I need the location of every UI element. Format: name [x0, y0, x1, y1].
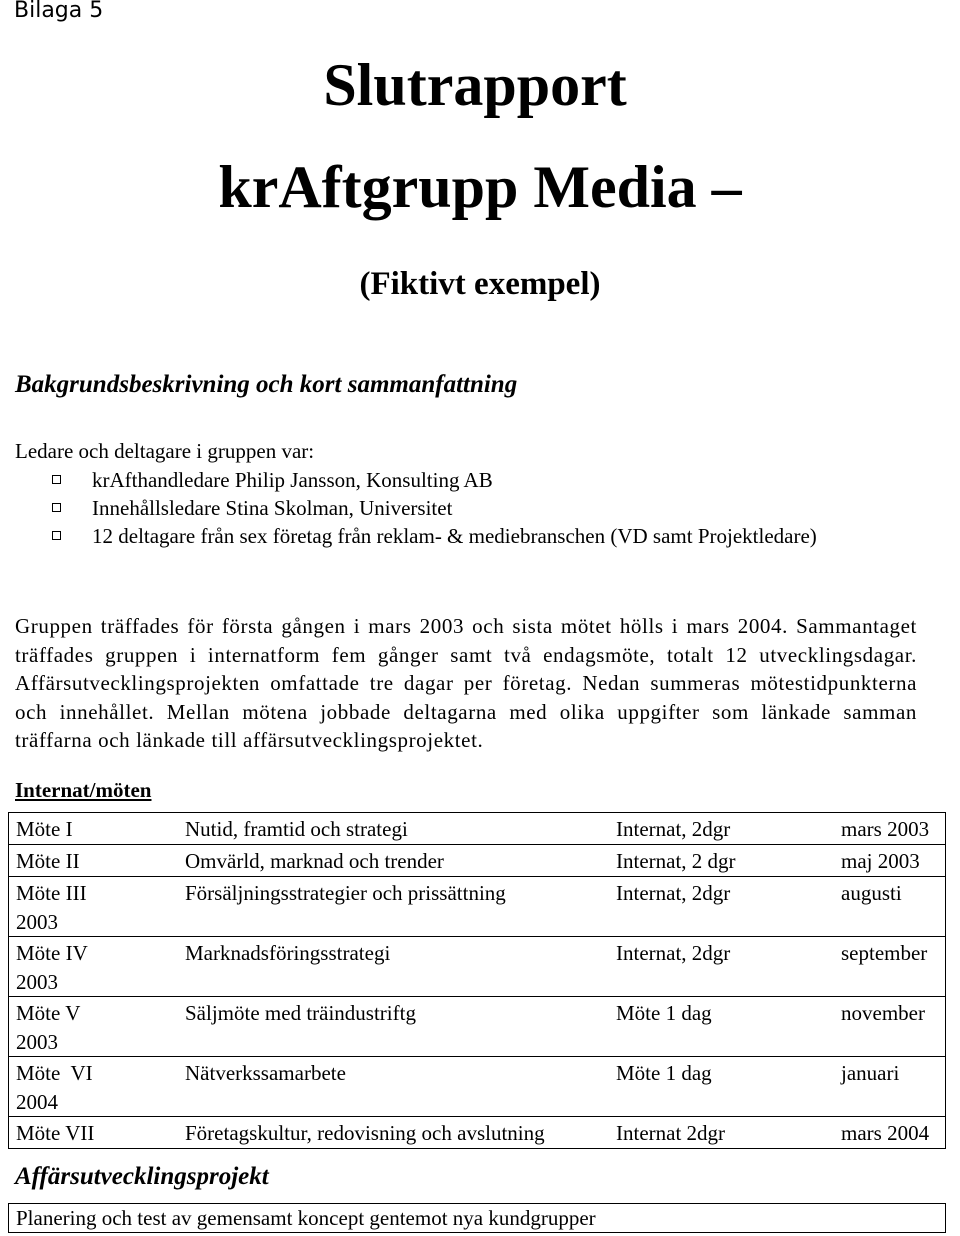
- meeting-topic: Företagskultur, redovisning och avslutning: [185, 1121, 545, 1145]
- meeting-name: Möte VII: [16, 1121, 95, 1145]
- meeting-year: 2003: [16, 1030, 58, 1054]
- meeting-type: Möte 1 dag: [616, 1001, 712, 1025]
- group-title: krAftgrupp Media –: [218, 154, 742, 220]
- checkbox-bullet-icon: [52, 531, 61, 540]
- checkbox-bullet-icon: [52, 503, 61, 512]
- list-item: krAfthandledare Philip Jansson, Konsulting AB: [52, 466, 852, 494]
- table-row: [9, 997, 946, 1057]
- table-row: [9, 1117, 946, 1149]
- meeting-name: Möte III: [16, 881, 87, 905]
- meeting-name: Möte V: [16, 1001, 81, 1025]
- meeting-date: maj 2003: [841, 849, 920, 873]
- meeting-topic: Nätverkssamarbete: [185, 1061, 346, 1085]
- participant-list: [52, 466, 852, 550]
- meeting-name: Möte IV: [16, 941, 88, 965]
- meeting-year: 2004: [16, 1090, 58, 1114]
- page-label: Bilaga 5: [14, 0, 104, 23]
- table-row: [9, 1204, 946, 1233]
- meeting-name: Möte VI: [16, 1061, 93, 1085]
- table-row: [9, 937, 946, 997]
- checkbox-bullet-icon: [52, 475, 61, 484]
- background-heading: Bakgrundsbeskrivning och kort sammanfattning: [15, 371, 518, 398]
- meeting-topic: Säljmöte med träindustriftg: [185, 1001, 416, 1025]
- summary-paragraph: Gruppen träffades för första gången i mars 2003 och sista mötet hölls i mars 2004. Sammantaget träffades gruppen i internatform fem gånger samt två endagsmöte, totalt 12 utvecklingsdagar. Affärsutvecklingsprojekten omfattade tre dagar per företag. Nedan summeras mötestidpunkterna och innehållet. Mellan mötena jobbade deltagarna med olika uppgifter som länkade samman träffarna och länkade till affärsutvecklingsprojektet.: [15, 614, 917, 753]
- meetings-table: [8, 812, 946, 1149]
- subtitle: (Fiktivt exempel): [359, 266, 601, 302]
- meeting-topic: Nutid, framtid och strategi: [185, 817, 408, 841]
- meeting-topic: Marknadsföringsstrategi: [185, 941, 391, 965]
- meeting-date: mars 2003: [841, 817, 930, 841]
- meeting-name: Möte II: [16, 849, 80, 873]
- meeting-date: januari: [841, 1061, 900, 1085]
- meeting-topic: Försäljningsstrategier och prissättning: [185, 881, 506, 905]
- meeting-type: Internat, 2dgr: [616, 941, 731, 965]
- meeting-type: Möte 1 dag: [616, 1061, 712, 1085]
- title-block: [0, 52, 960, 304]
- meeting-type: Internat, 2 dgr: [616, 849, 736, 873]
- list-item: Innehållsledare Stina Skolman, Universitet: [52, 494, 852, 522]
- meeting-date: augusti: [841, 881, 902, 905]
- table-row: [9, 877, 946, 937]
- table-row: [9, 845, 946, 877]
- meetings-heading: Internat/möten: [15, 778, 152, 802]
- meeting-type: Internat, 2dgr: [616, 817, 731, 841]
- meeting-topic: Omvärld, marknad och trender: [185, 849, 444, 873]
- project-table: [8, 1203, 946, 1233]
- report-title: Slutrapport: [323, 52, 627, 118]
- meeting-type: Internat, 2dgr: [616, 881, 731, 905]
- meeting-date: november: [841, 1001, 925, 1025]
- meeting-date: september: [841, 941, 928, 965]
- meeting-year: 2003: [16, 910, 58, 934]
- project-cell: Planering och test av gemensamt koncept gentemot nya kundgrupper: [9, 1204, 946, 1233]
- meeting-type: Internat 2dgr: [616, 1121, 726, 1145]
- intro-line: Ledare och deltagare i gruppen var:: [15, 439, 315, 463]
- meeting-date: mars 2004: [841, 1121, 930, 1145]
- list-item: 12 deltagare från sex företag från reklam- & mediebranschen (VD samt Projektledare): [52, 522, 852, 550]
- project-heading: Affärsutvecklingsprojekt: [15, 1163, 269, 1190]
- table-row: [9, 1057, 946, 1117]
- meeting-name: Möte I: [16, 817, 73, 841]
- table-row: [9, 813, 946, 845]
- meeting-year: 2003: [16, 970, 58, 994]
